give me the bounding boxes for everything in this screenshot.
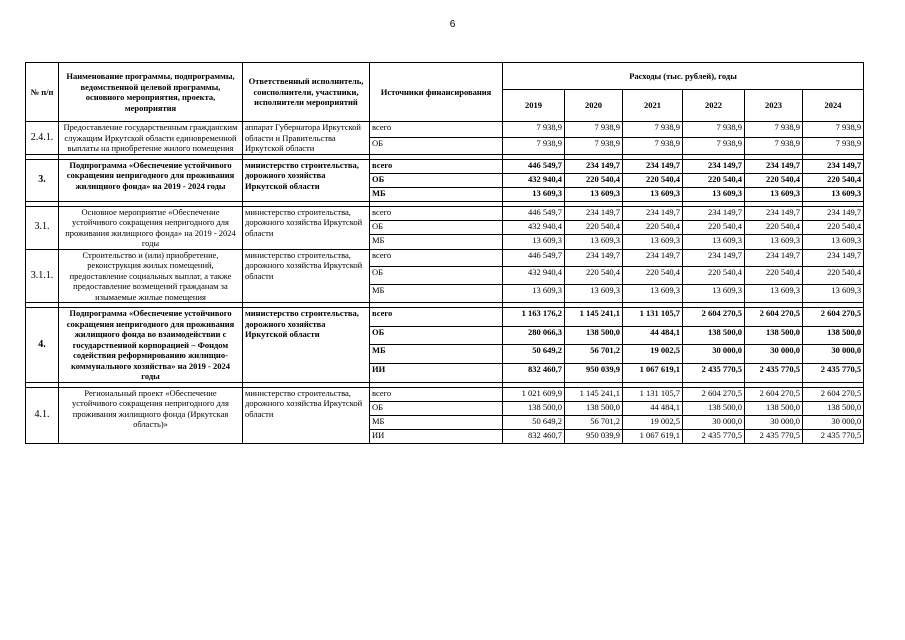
expenses-table xyxy=(25,62,864,444)
expense-value: 220 540,4 xyxy=(745,220,803,234)
expense-value: 1 067 619,1 xyxy=(623,429,683,443)
expense-value: 234 149,7 xyxy=(745,206,803,220)
expense-value: 13 609,3 xyxy=(803,187,864,201)
expense-value: 2 435 770,5 xyxy=(683,363,745,382)
funding-source: МБ xyxy=(370,415,503,429)
table-body xyxy=(26,122,864,444)
expense-value: 2 604 270,5 xyxy=(683,387,745,401)
expense-value: 13 609,3 xyxy=(623,187,683,201)
expense-value: 950 039,9 xyxy=(565,363,623,382)
table-row xyxy=(26,249,864,267)
expense-value: 1 145 241,1 xyxy=(565,387,623,401)
expense-value: 2 435 770,5 xyxy=(803,429,864,443)
expense-value: 30 000,0 xyxy=(803,415,864,429)
expense-value: 13 609,3 xyxy=(803,235,864,249)
expense-value: 432 940,4 xyxy=(503,267,565,285)
expense-value: 1 145 241,1 xyxy=(565,308,623,327)
row-name: Предоставление государственным гражданским служащим Иркутской области единовременной выплаты на приобретение жилого помещения xyxy=(59,122,243,155)
expense-value: 13 609,3 xyxy=(623,285,683,303)
expense-value: 7 938,9 xyxy=(683,138,745,154)
table-row xyxy=(26,387,864,401)
page-number: 6 xyxy=(449,19,456,30)
expense-value: 2 435 770,5 xyxy=(683,429,745,443)
expense-value: 220 540,4 xyxy=(803,173,864,187)
table-row xyxy=(26,206,864,220)
row-number: 3.1.1. xyxy=(26,249,59,303)
expense-value: 19 002,5 xyxy=(623,415,683,429)
expense-value: 50 649,2 xyxy=(503,415,565,429)
funding-source: МБ xyxy=(370,187,503,201)
expense-value: 138 500,0 xyxy=(683,401,745,415)
header-name: Наименование программы, подпрограммы, ведомственной целевой программы, основного мероприятия, проекта, мероприятия xyxy=(59,63,243,122)
expense-value: 138 500,0 xyxy=(565,326,623,345)
expense-value: 234 149,7 xyxy=(803,249,864,267)
expense-value: 234 149,7 xyxy=(745,159,803,173)
expense-value: 2 604 270,5 xyxy=(803,308,864,327)
row-name: Подпрограмма «Обеспечение устойчивого сокращения непригодного для проживания жилищного фонда» на 2019 - 2024 годы xyxy=(59,159,243,201)
expense-value: 13 609,3 xyxy=(683,187,745,201)
funding-source: ОБ xyxy=(370,220,503,234)
funding-source: ИИ xyxy=(370,429,503,443)
expense-value: 7 938,9 xyxy=(503,138,565,154)
row-number: 2.4.1. xyxy=(26,122,59,155)
expense-value: 7 938,9 xyxy=(503,122,565,138)
expense-value: 2 435 770,5 xyxy=(803,363,864,382)
funding-source: МБ xyxy=(370,235,503,249)
expense-value: 13 609,3 xyxy=(503,187,565,201)
expense-value: 13 609,3 xyxy=(503,235,565,249)
funding-source: всего xyxy=(370,387,503,401)
table-row xyxy=(26,122,864,138)
expense-value: 13 609,3 xyxy=(565,187,623,201)
expense-value: 234 149,7 xyxy=(623,249,683,267)
header-year: 2020 xyxy=(565,90,623,122)
expense-value: 138 500,0 xyxy=(803,401,864,415)
row-responsible: министерство строительства, дорожного хозяйства Иркутской области xyxy=(243,249,370,303)
expense-value: 138 500,0 xyxy=(503,401,565,415)
row-name: Подпрограмма «Обеспечение устойчивого сокращения непригодного для проживания жилищного фонда во взаимодействии с государственной корпорацией – Фондом содействия реформированию жилищно-коммунального хозяйства» на 2019 - 2024 годы xyxy=(59,308,243,383)
expense-value: 2 604 270,5 xyxy=(683,308,745,327)
expense-value: 220 540,4 xyxy=(683,173,745,187)
expense-value: 7 938,9 xyxy=(745,138,803,154)
expense-value: 56 701,2 xyxy=(565,415,623,429)
expense-value: 13 609,3 xyxy=(565,285,623,303)
expense-value: 220 540,4 xyxy=(745,173,803,187)
funding-source: ОБ xyxy=(370,173,503,187)
expense-value: 234 149,7 xyxy=(623,206,683,220)
expense-value: 950 039,9 xyxy=(565,429,623,443)
row-responsible: министерство строительства, дорожного хозяйства Иркутской области xyxy=(243,206,370,249)
expense-value: 7 938,9 xyxy=(803,122,864,138)
expense-value: 138 500,0 xyxy=(745,401,803,415)
funding-source: ИИ xyxy=(370,363,503,382)
row-number: 3.1. xyxy=(26,206,59,249)
expense-value: 446 549,7 xyxy=(503,249,565,267)
row-number: 3. xyxy=(26,159,59,201)
expense-value: 1 131 105,7 xyxy=(623,308,683,327)
funding-source: всего xyxy=(370,249,503,267)
expense-value: 13 609,3 xyxy=(745,187,803,201)
header-sources: Источники финансирования xyxy=(370,63,503,122)
expense-value: 2 604 270,5 xyxy=(745,387,803,401)
row-number: 4. xyxy=(26,308,59,383)
expense-value: 30 000,0 xyxy=(683,345,745,364)
expense-value: 234 149,7 xyxy=(683,159,745,173)
expense-value: 13 609,3 xyxy=(565,235,623,249)
header-year: 2021 xyxy=(623,90,683,122)
expense-value: 220 540,4 xyxy=(565,173,623,187)
expense-value: 13 609,3 xyxy=(745,285,803,303)
funding-source: ОБ xyxy=(370,138,503,154)
expense-value: 19 002,5 xyxy=(623,345,683,364)
expense-value: 2 604 270,5 xyxy=(803,387,864,401)
expense-value: 13 609,3 xyxy=(503,285,565,303)
row-responsible: министерство строительства, дорожного хозяйства Иркутской области xyxy=(243,308,370,383)
expense-value: 13 609,3 xyxy=(683,235,745,249)
expense-value: 1 021 609,9 xyxy=(503,387,565,401)
funding-source: МБ xyxy=(370,345,503,364)
funding-source: всего xyxy=(370,308,503,327)
expense-value: 220 540,4 xyxy=(803,220,864,234)
expense-value: 220 540,4 xyxy=(623,220,683,234)
expense-value: 13 609,3 xyxy=(745,235,803,249)
header-year: 2019 xyxy=(503,90,565,122)
expense-value: 2 604 270,5 xyxy=(745,308,803,327)
header-expenses: Расходы (тыс. рублей), годы xyxy=(503,63,864,90)
expense-value: 138 500,0 xyxy=(745,326,803,345)
expense-value: 234 149,7 xyxy=(565,159,623,173)
header-responsible: Ответственный исполнитель, соисполнители, участники, исполнители мероприятий xyxy=(243,63,370,122)
expense-value: 138 500,0 xyxy=(803,326,864,345)
expense-value: 44 484,1 xyxy=(623,401,683,415)
expense-value: 220 540,4 xyxy=(623,173,683,187)
expense-value: 138 500,0 xyxy=(565,401,623,415)
expense-value: 446 549,7 xyxy=(503,206,565,220)
expense-value: 234 149,7 xyxy=(565,249,623,267)
expense-value: 832 460,7 xyxy=(503,429,565,443)
expense-value: 56 701,2 xyxy=(565,345,623,364)
header-year: 2022 xyxy=(683,90,745,122)
expense-value: 234 149,7 xyxy=(623,159,683,173)
expense-value: 30 000,0 xyxy=(683,415,745,429)
expense-value: 432 940,4 xyxy=(503,220,565,234)
expense-value: 13 609,3 xyxy=(803,285,864,303)
expense-value: 13 609,3 xyxy=(683,285,745,303)
row-responsible: министерство строительства, дорожного хозяйства Иркутской области xyxy=(243,387,370,443)
row-responsible: аппарат Губернатора Иркутской области и Правительства Иркутской области xyxy=(243,122,370,155)
expense-value: 220 540,4 xyxy=(803,267,864,285)
row-name: Строительство и (или) приобретение, реконструкция жилых помещений, предоставление социальных выплат, а также предоставление возмещений гражданам за изымаемые жилые помещения xyxy=(59,249,243,303)
expense-value: 234 149,7 xyxy=(683,206,745,220)
expense-value: 50 649,2 xyxy=(503,345,565,364)
expense-value: 1 131 105,7 xyxy=(623,387,683,401)
expense-value: 220 540,4 xyxy=(565,220,623,234)
expense-value: 7 938,9 xyxy=(745,122,803,138)
funding-source: МБ xyxy=(370,285,503,303)
expense-value: 44 484,1 xyxy=(623,326,683,345)
expense-value: 7 938,9 xyxy=(623,122,683,138)
expense-value: 234 149,7 xyxy=(683,249,745,267)
funding-source: ОБ xyxy=(370,401,503,415)
expense-value: 280 066,3 xyxy=(503,326,565,345)
expense-value: 234 149,7 xyxy=(803,159,864,173)
expense-value: 220 540,4 xyxy=(683,267,745,285)
row-number: 4.1. xyxy=(26,387,59,443)
funding-source: всего xyxy=(370,122,503,138)
funding-source: ОБ xyxy=(370,326,503,345)
expense-value: 220 540,4 xyxy=(565,267,623,285)
expense-value: 220 540,4 xyxy=(623,267,683,285)
expense-value: 234 149,7 xyxy=(803,206,864,220)
header-no: № п/п xyxy=(26,63,59,122)
funding-source: всего xyxy=(370,159,503,173)
expense-value: 234 149,7 xyxy=(565,206,623,220)
funding-source: ОБ xyxy=(370,267,503,285)
expense-value: 1 067 619,1 xyxy=(623,363,683,382)
expense-value: 234 149,7 xyxy=(745,249,803,267)
expense-value: 7 938,9 xyxy=(565,122,623,138)
row-responsible: министерство строительства, дорожного хозяйства Иркутской области xyxy=(243,159,370,201)
expense-value: 30 000,0 xyxy=(745,345,803,364)
expense-value: 432 940,4 xyxy=(503,173,565,187)
expense-value: 7 938,9 xyxy=(565,138,623,154)
table-row xyxy=(26,308,864,327)
expense-value: 7 938,9 xyxy=(683,122,745,138)
expense-value: 220 540,4 xyxy=(683,220,745,234)
funding-source: всего xyxy=(370,206,503,220)
row-name: Основное мероприятие «Обеспечение устойчивого сокращения непригодного для проживания жилищного фонда» на 2019 - 2024 годы xyxy=(59,206,243,249)
header-year: 2024 xyxy=(803,90,864,122)
expense-value: 220 540,4 xyxy=(745,267,803,285)
header-year: 2023 xyxy=(745,90,803,122)
table-row xyxy=(26,159,864,173)
expense-value: 446 549,7 xyxy=(503,159,565,173)
expense-value: 2 435 770,5 xyxy=(745,363,803,382)
expense-value: 138 500,0 xyxy=(683,326,745,345)
expense-value: 30 000,0 xyxy=(803,345,864,364)
expense-value: 832 460,7 xyxy=(503,363,565,382)
expense-value: 7 938,9 xyxy=(803,138,864,154)
expense-value: 13 609,3 xyxy=(623,235,683,249)
expense-value: 2 435 770,5 xyxy=(745,429,803,443)
expense-value: 30 000,0 xyxy=(745,415,803,429)
row-name: Региональный проект «Обеспечение устойчивого сокращения непригодного для проживания жилищного фонда (Иркутская область)» xyxy=(59,387,243,443)
expense-value: 7 938,9 xyxy=(623,138,683,154)
expense-value: 1 163 176,2 xyxy=(503,308,565,327)
